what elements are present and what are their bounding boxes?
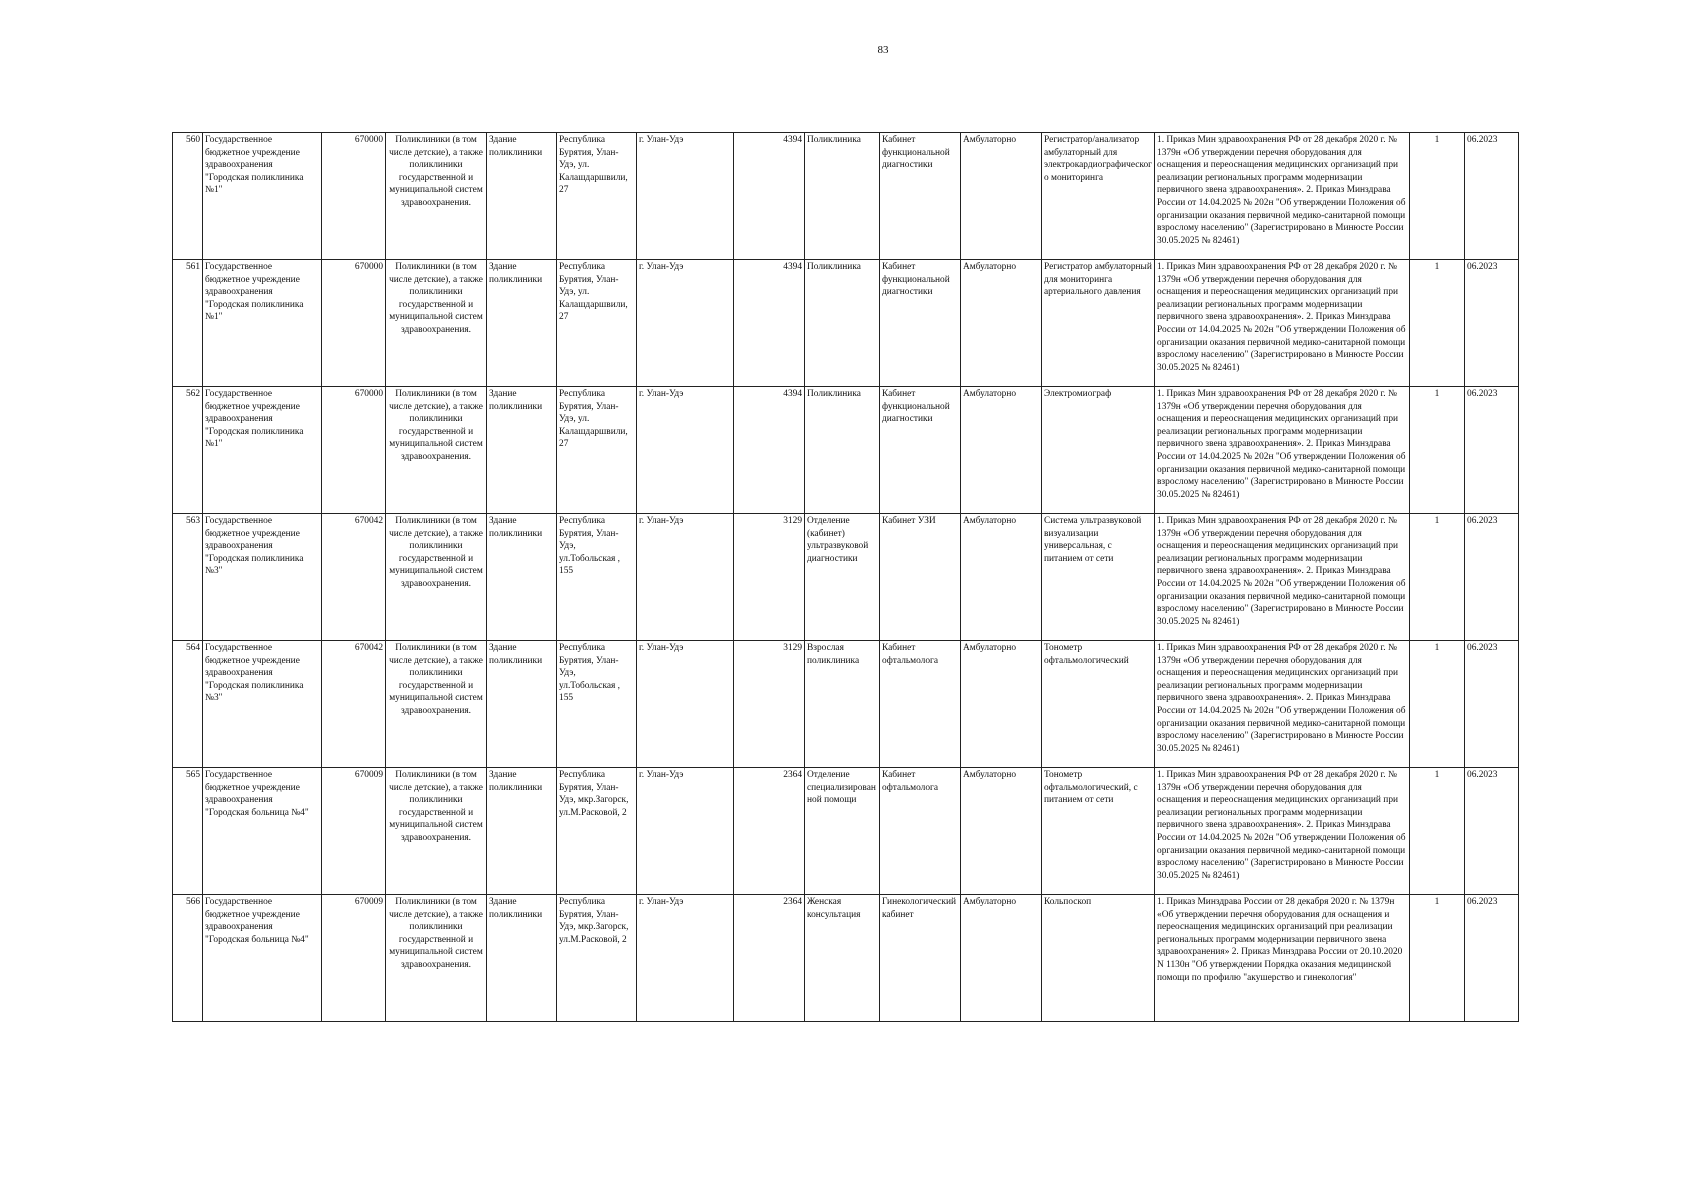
oktmo-code: 670009: [322, 768, 386, 895]
care-mode: Амбулаторно: [961, 387, 1042, 514]
equipment-name: Кольпоскоп: [1042, 895, 1155, 1022]
population-count: 3129: [734, 641, 805, 768]
organization-name: Государственное бюджетное учреждение здравоохранения "Городская поликлиника №1": [203, 260, 322, 387]
building-name: Здание поликлиники: [487, 768, 557, 895]
department: Поликлиника: [805, 133, 880, 260]
oktmo-code: 670000: [322, 260, 386, 387]
oktmo-code: 670042: [322, 641, 386, 768]
oktmo-code: 670042: [322, 514, 386, 641]
equipment-registry-table: [172, 132, 1519, 1022]
room: Кабинет функциональной диагностики: [880, 260, 961, 387]
organization-name: Государственное бюджетное учреждение здравоохранения "Городская больница №4": [203, 895, 322, 1022]
equipment-name: Тонометр офтальмологический, с питанием от сети: [1042, 768, 1155, 895]
address: Республика Бурятия, Улан-Удэ, ул.Тобольская , 155: [557, 641, 637, 768]
department: Поликлиника: [805, 260, 880, 387]
population-count: 4394: [734, 133, 805, 260]
building-name: Здание поликлиники: [487, 641, 557, 768]
legal-basis: 1. Приказ Минздрава России от 28 декабря 2020 г. № 1379н «Об утверждении перечня оборудования для оснащения и переоснащения медицинских организаций при реализации региональных программ модернизации первичного звена здравоохранения» 2. Приказ Минздрава России от 20.10.2020 N 1130н "Об утверждении Порядка оказания медицинской помощи по профилю "акушерство и гинекология": [1155, 895, 1410, 1022]
address: Республика Бурятия, Улан-Удэ, ул. Калашдаршвили, 27: [557, 260, 637, 387]
quantity: 1: [1410, 387, 1465, 514]
address: Республика Бурятия, Улан-Удэ, мкр.Загорск, ул.М.Расковой, 2: [557, 895, 637, 1022]
facility-type: Поликлиники (в том числе детские), а также поликлиники государственной и муниципальной систем здравоохранения.: [386, 895, 487, 1022]
room: Кабинет функциональной диагностики: [880, 133, 961, 260]
oktmo-code: 670000: [322, 133, 386, 260]
delivery-date: 06.2023: [1465, 768, 1519, 895]
delivery-date: 06.2023: [1465, 895, 1519, 1022]
quantity: 1: [1410, 895, 1465, 1022]
department: Отделение (кабинет) ультразвуковой диагностики: [805, 514, 880, 641]
room: Кабинет функциональной диагностики: [880, 387, 961, 514]
table-row: [173, 514, 1519, 641]
facility-type: Поликлиники (в том числе детские), а также поликлиники государственной и муниципальной систем здравоохранения.: [386, 514, 487, 641]
address: Республика Бурятия, Улан-Удэ, мкр.Загорск, ул.М.Расковой, 2: [557, 768, 637, 895]
department: Взрослая поликлиника: [805, 641, 880, 768]
quantity: 1: [1410, 133, 1465, 260]
legal-basis: 1. Приказ Мин здравоохранения РФ от 28 декабря 2020 г. № 1379н «Об утверждении перечня оборудования для оснащения и переоснащения медицинских организаций при реализации региональных программ модернизации первичного звена здравоохранения». 2. Приказ Минздрава России от 14.04.2025 № 202н "Об утверждении Положения об организации оказания первичной медико-санитарной помощи взрослому населению" (Зарегистрировано в Минюсте России 30.05.2025 № 82461): [1155, 260, 1410, 387]
address: Республика Бурятия, Улан-Удэ, ул. Калашдаршвили, 27: [557, 387, 637, 514]
population-count: 4394: [734, 260, 805, 387]
facility-type: Поликлиники (в том числе детские), а также поликлиники государственной и муниципальной систем здравоохранения.: [386, 387, 487, 514]
population-count: 2364: [734, 768, 805, 895]
department: Женская консультация: [805, 895, 880, 1022]
row-number: 563: [173, 514, 203, 641]
room: Гинекологический кабинет: [880, 895, 961, 1022]
delivery-date: 06.2023: [1465, 387, 1519, 514]
organization-name: Государственное бюджетное учреждение здравоохранения "Городская поликлиника №3": [203, 514, 322, 641]
population-count: 3129: [734, 514, 805, 641]
page-number: 83: [877, 44, 889, 56]
address: Республика Бурятия, Улан-Удэ, ул.Тобольская , 155: [557, 514, 637, 641]
row-number: 562: [173, 387, 203, 514]
row-number: 566: [173, 895, 203, 1022]
row-number: 564: [173, 641, 203, 768]
row-number: 560: [173, 133, 203, 260]
population-count: 2364: [734, 895, 805, 1022]
table-row: [173, 387, 1519, 514]
table-body: [173, 133, 1519, 1022]
delivery-date: 06.2023: [1465, 641, 1519, 768]
equipment-name: Регистратор амбулаторный для мониторинга артериального давления: [1042, 260, 1155, 387]
quantity: 1: [1410, 260, 1465, 387]
city: г. Улан-Удэ: [637, 387, 734, 514]
organization-name: Государственное бюджетное учреждение здравоохранения "Городская больница №4": [203, 768, 322, 895]
population-count: 4394: [734, 387, 805, 514]
row-number: 565: [173, 768, 203, 895]
facility-type: Поликлиники (в том числе детские), а также поликлиники государственной и муниципальной систем здравоохранения.: [386, 641, 487, 768]
table-row: [173, 133, 1519, 260]
building-name: Здание поликлиники: [487, 260, 557, 387]
table-row: [173, 260, 1519, 387]
room: Кабинет офтальмолога: [880, 768, 961, 895]
equipment-name: Система ультразвуковой визуализации универсальная, с питанием от сети: [1042, 514, 1155, 641]
quantity: 1: [1410, 768, 1465, 895]
row-number: 561: [173, 260, 203, 387]
table-row: [173, 895, 1519, 1022]
city: г. Улан-Удэ: [637, 895, 734, 1022]
department: Поликлиника: [805, 387, 880, 514]
care-mode: Амбулаторно: [961, 260, 1042, 387]
delivery-date: 06.2023: [1465, 514, 1519, 641]
building-name: Здание поликлиники: [487, 514, 557, 641]
care-mode: Амбулаторно: [961, 895, 1042, 1022]
table-row: [173, 641, 1519, 768]
legal-basis: 1. Приказ Мин здравоохранения РФ от 28 декабря 2020 г. № 1379н «Об утверждении перечня оборудования для оснащения и переоснащения медицинских организаций при реализации региональных программ модернизации первичного звена здравоохранения». 2. Приказ Минздрава России от 14.04.2025 № 202н "Об утверждении Положения об организации оказания первичной медико-санитарной помощи взрослому населению" (Зарегистрировано в Минюсте России 30.05.2025 № 82461): [1155, 768, 1410, 895]
building-name: Здание поликлиники: [487, 387, 557, 514]
quantity: 1: [1410, 514, 1465, 641]
city: г. Улан-Удэ: [637, 514, 734, 641]
care-mode: Амбулаторно: [961, 514, 1042, 641]
city: г. Улан-Удэ: [637, 768, 734, 895]
department: Отделение специализированной помощи: [805, 768, 880, 895]
city: г. Улан-Удэ: [637, 133, 734, 260]
organization-name: Государственное бюджетное учреждение здравоохранения "Городская поликлиника №1": [203, 133, 322, 260]
facility-type: Поликлиники (в том числе детские), а также поликлиники государственной и муниципальной систем здравоохранения.: [386, 768, 487, 895]
legal-basis: 1. Приказ Мин здравоохранения РФ от 28 декабря 2020 г. № 1379н «Об утверждении перечня оборудования для оснащения и переоснащения медицинских организаций при реализации региональных программ модернизации первичного звена здравоохранения». 2. Приказ Минздрава России от 14.04.2025 № 202н "Об утверждении Положения об организации оказания первичной медико-санитарной помощи взрослому населению" (Зарегистрировано в Минюсте России 30.05.2025 № 82461): [1155, 133, 1410, 260]
oktmo-code: 670009: [322, 895, 386, 1022]
equipment-name: Электромиограф: [1042, 387, 1155, 514]
equipment-name: Тонометр офтальмологический: [1042, 641, 1155, 768]
room: Кабинет офтальмолога: [880, 641, 961, 768]
organization-name: Государственное бюджетное учреждение здравоохранения "Городская поликлиника №1": [203, 387, 322, 514]
address: Республика Бурятия, Улан-Удэ, ул. Калашдаршвили, 27: [557, 133, 637, 260]
legal-basis: 1. Приказ Мин здравоохранения РФ от 28 декабря 2020 г. № 1379н «Об утверждении перечня оборудования для оснащения и переоснащения медицинских организаций при реализации региональных программ модернизации первичного звена здравоохранения». 2. Приказ Минздрава России от 14.04.2025 № 202н "Об утверждении Положения об организации оказания первичной медико-санитарной помощи взрослому населению" (Зарегистрировано в Минюсте России 30.05.2025 № 82461): [1155, 514, 1410, 641]
facility-type: Поликлиники (в том числе детские), а также поликлиники государственной и муниципальной систем здравоохранения.: [386, 260, 487, 387]
delivery-date: 06.2023: [1465, 260, 1519, 387]
room: Кабинет УЗИ: [880, 514, 961, 641]
building-name: Здание поликлиники: [487, 133, 557, 260]
city: г. Улан-Удэ: [637, 260, 734, 387]
city: г. Улан-Удэ: [637, 641, 734, 768]
facility-type: Поликлиники (в том числе детские), а также поликлиники государственной и муниципальной систем здравоохранения.: [386, 133, 487, 260]
care-mode: Амбулаторно: [961, 641, 1042, 768]
delivery-date: 06.2023: [1465, 133, 1519, 260]
legal-basis: 1. Приказ Мин здравоохранения РФ от 28 декабря 2020 г. № 1379н «Об утверждении перечня оборудования для оснащения и переоснащения медицинских организаций при реализации региональных программ модернизации первичного звена здравоохранения». 2. Приказ Минздрава России от 14.04.2025 № 202н "Об утверждении Положения об организации оказания первичной медико-санитарной помощи взрослому населению" (Зарегистрировано в Минюсте России 30.05.2025 № 82461): [1155, 641, 1410, 768]
care-mode: Амбулаторно: [961, 133, 1042, 260]
table-row: [173, 768, 1519, 895]
equipment-name: Регистратор/анализатор амбулаторный для электрокардиографического мониторинга: [1042, 133, 1155, 260]
legal-basis: 1. Приказ Мин здравоохранения РФ от 28 декабря 2020 г. № 1379н «Об утверждении перечня оборудования для оснащения и переоснащения медицинских организаций при реализации региональных программ модернизации первичного звена здравоохранения». 2. Приказ Минздрава России от 14.04.2025 № 202н "Об утверждении Положения об организации оказания первичной медико-санитарной помощи взрослому населению" (Зарегистрировано в Минюсте России 30.05.2025 № 82461): [1155, 387, 1410, 514]
care-mode: Амбулаторно: [961, 768, 1042, 895]
quantity: 1: [1410, 641, 1465, 768]
oktmo-code: 670000: [322, 387, 386, 514]
building-name: Здание поликлиники: [487, 895, 557, 1022]
organization-name: Государственное бюджетное учреждение здравоохранения "Городская поликлиника №3": [203, 641, 322, 768]
